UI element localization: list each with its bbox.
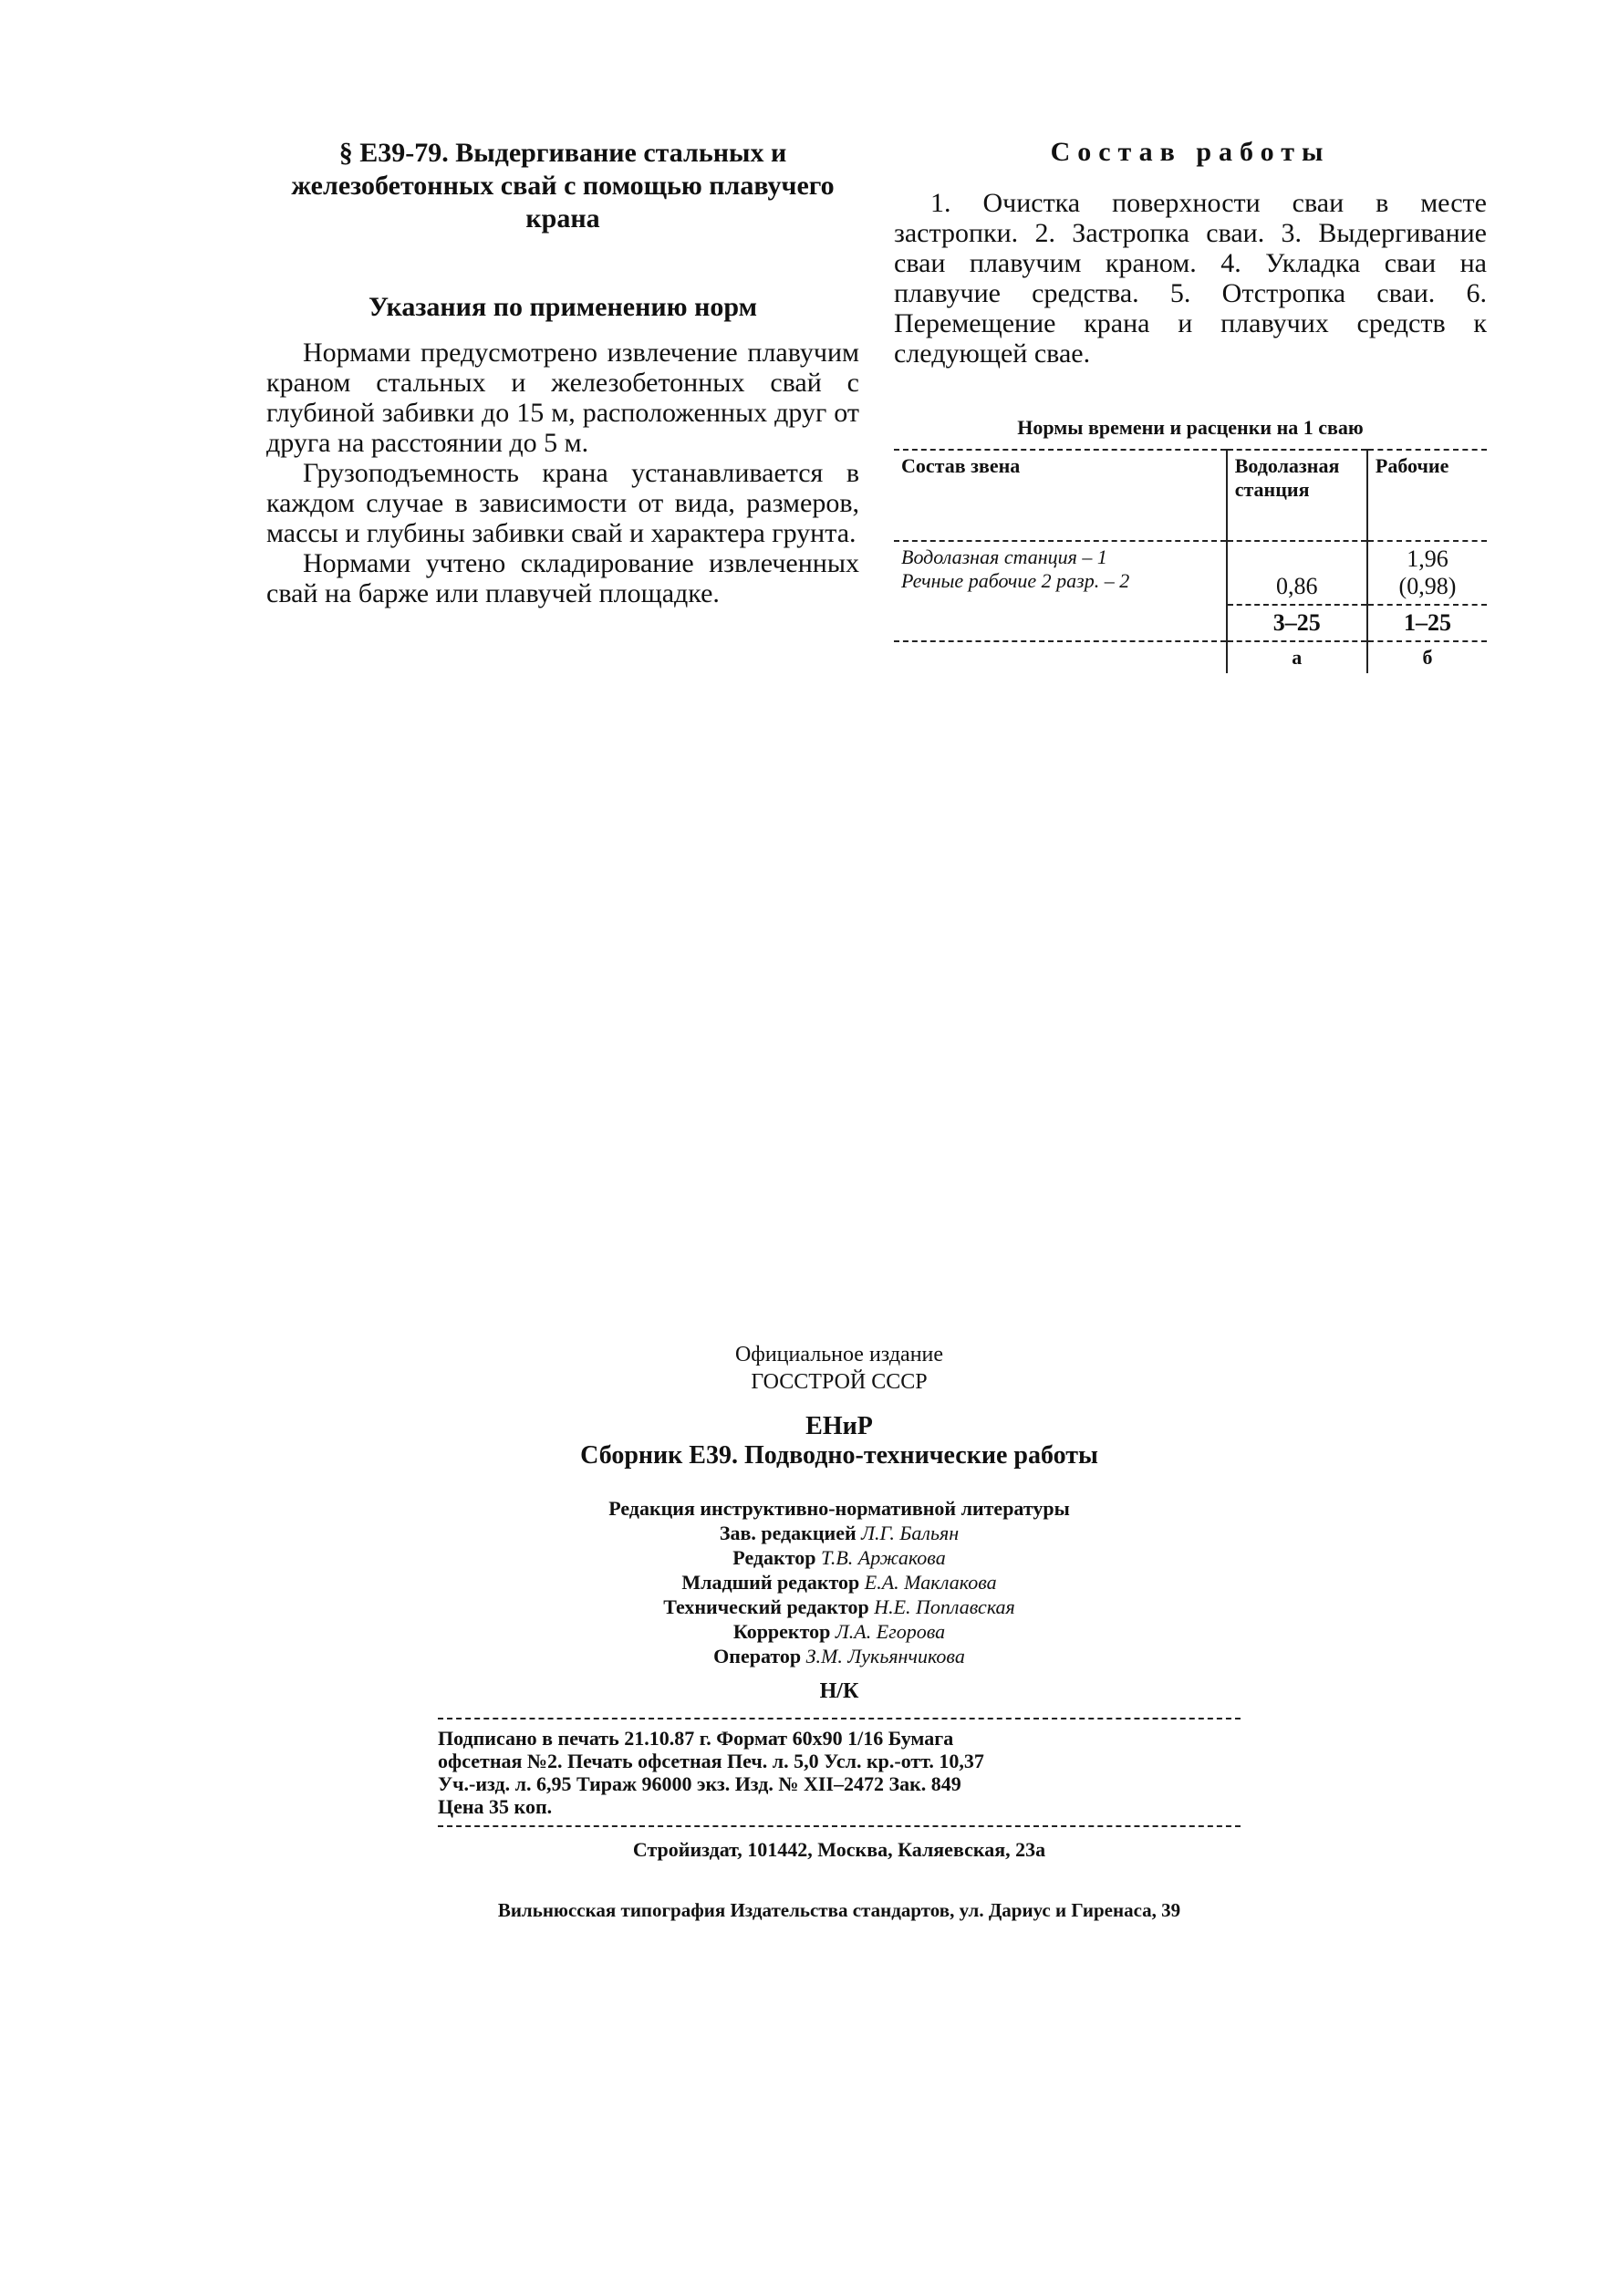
work-composition-text: 1. Очистка поверхности сваи в месте застропки. 2. Застропка сваи. 3. Выдергивание сваи плавучим краном. 4. Укладка сваи на плавучие средства. 5. Отстропка сваи. 6. Перемещение крана и плавучих средств к следующей свае.	[894, 188, 1487, 369]
gosstroy: ГОССТРОЙ СССР	[751, 1370, 928, 1394]
staff-role: Зав. редакцией	[719, 1522, 857, 1544]
station-norm: 0,86	[1227, 541, 1367, 605]
right-column	[894, 137, 1487, 673]
work-composition-heading: Состав работы	[1050, 137, 1331, 167]
official-edition: Официальное издание	[734, 1343, 944, 1366]
left-column	[266, 137, 859, 608]
crew-line-2: Речные рабочие 2 разр. – 2	[901, 569, 1130, 592]
empty-cell	[894, 641, 1227, 673]
section-title: § Е39-79. Выдергивание стальных и железобетонных свай с помощью плавучего крана	[291, 138, 835, 234]
header-station: Водолазная станция	[1227, 450, 1367, 541]
staff-line-6	[383, 1644, 1295, 1668]
staff-name: Т.В. Аржакова	[820, 1546, 946, 1569]
table-header-row	[894, 450, 1487, 541]
staff-name: Л.Г. Бальян	[861, 1522, 960, 1544]
workers-rate: 1–25	[1367, 605, 1487, 641]
staff-role: Младший редактор	[681, 1571, 860, 1594]
staff-name: Л.А. Егорова	[835, 1620, 946, 1643]
pub-line-2: офсетная №2. Печать офсетная Печ. л. 5,0 Усл. кр.-отт. 10,37	[438, 1750, 984, 1772]
crew-line-1: Водолазная станция – 1	[901, 545, 1107, 568]
staff-role: Корректор	[732, 1620, 831, 1643]
staff-role: Редакция инструктивно-нормативной литературы	[608, 1497, 1070, 1520]
instructions-heading: Указания по применению норм	[368, 292, 758, 322]
instructions-paragraph-3: Нормами учтено складирование извлеченных свай на барже или плавучей площадке.	[266, 548, 859, 608]
publication-details	[438, 1718, 1241, 1827]
col-letter-a: а	[1227, 641, 1367, 673]
table-row-columns	[894, 641, 1487, 673]
staff-line-2	[383, 1545, 1295, 1570]
workers-norm: 1,96	[1407, 545, 1448, 572]
norms-table-caption: Нормы времени и расценки на 1 сваю	[1017, 416, 1364, 439]
instructions-paragraph-2: Грузоподъемность крана устанавливается в каждом случае в зависимости от вида, размеров, массы и глубины забивки свай и характера грунта.	[266, 458, 859, 548]
workers-norm-cell	[1367, 541, 1487, 605]
table-row-norms	[894, 541, 1487, 605]
publisher-address: Стройиздат, 101442, Москва, Каляевская, 23а	[632, 1838, 1046, 1861]
staff-line-1	[383, 1521, 1295, 1545]
instructions-paragraph-1: Нормами предусмотрено извлечение плавучим краном стальных и железобетонных свай с глубиной забивки до 15 м, расположенных друг от друга на расстоянии до 5 м.	[266, 338, 859, 458]
station-rate: 3–25	[1227, 605, 1367, 641]
norms-table	[894, 449, 1487, 673]
staff-line-0	[383, 1496, 1295, 1521]
staff-name: Е.А. Маклакова	[864, 1571, 997, 1594]
enir-title: ЕНиР	[805, 1412, 873, 1440]
imprint-block	[383, 1341, 1295, 1924]
pub-line-4: Цена 35 коп.	[438, 1795, 553, 1818]
pub-line-3: Уч.-изд. л. 6,95 Тираж 96000 экз. Изд. № XII–2472 Зак. 849	[438, 1772, 961, 1795]
crew-cell	[894, 541, 1227, 641]
staff-name: З.М. Лукьянчикова	[805, 1645, 965, 1667]
staff-role: Редактор	[732, 1546, 816, 1569]
printer-address: Вильнюсская типография Издательства стандартов, ул. Дариус и Гиренаса, 39	[497, 1899, 1181, 1921]
staff-line-4	[383, 1595, 1295, 1619]
staff-line-5	[383, 1619, 1295, 1644]
nk-mark: Н/К	[819, 1679, 859, 1703]
pub-line-1: Подписано в печать 21.10.87 г. Формат 60х90 1/16 Бумага	[438, 1727, 954, 1750]
collection-title: Сборник Е39. Подводно-технические работы	[580, 1441, 1098, 1470]
staff-line-3	[383, 1570, 1295, 1595]
col-letter-b: б	[1367, 641, 1487, 673]
workers-norm-paren: (0,98)	[1398, 573, 1457, 599]
staff-role: Оператор	[713, 1645, 802, 1667]
staff-role: Технический редактор	[663, 1595, 869, 1618]
header-workers: Рабочие	[1367, 450, 1487, 541]
header-crew: Состав звена	[894, 450, 1227, 541]
staff-name: Н.Е. Поплавская	[874, 1595, 1015, 1618]
